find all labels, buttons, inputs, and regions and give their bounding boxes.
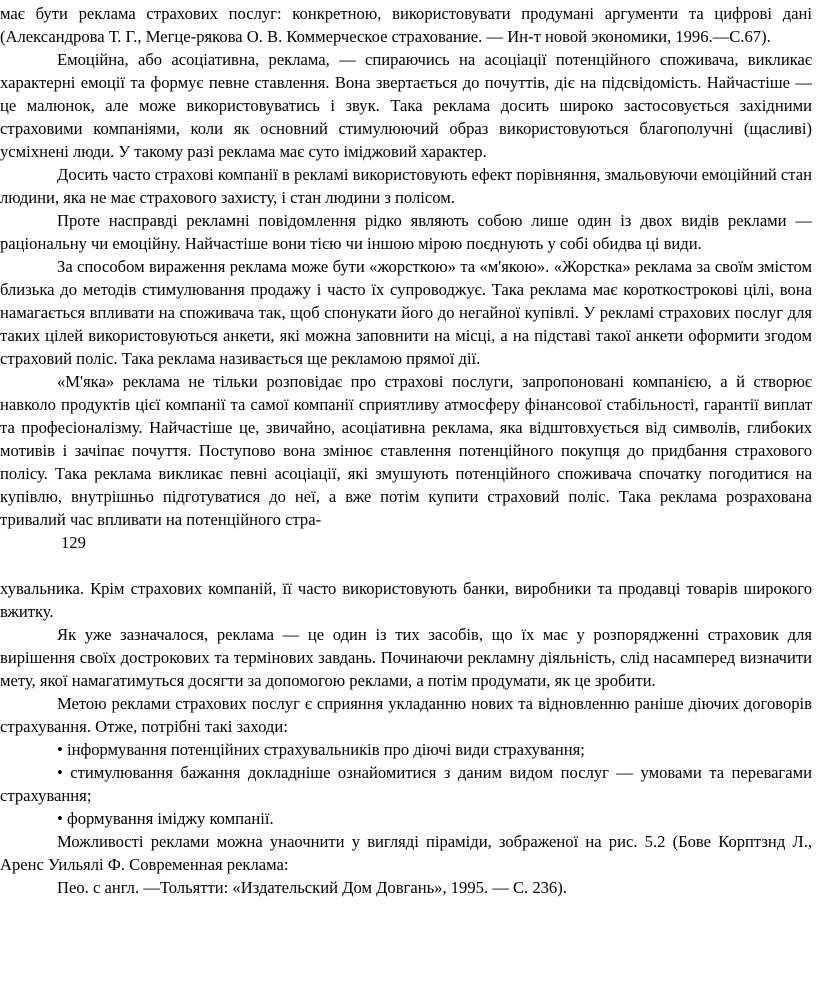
paragraph: За способом вираження реклама може бути «жорсткою» та «м'якою». «Жорстка» реклама за своїм змістом близька до методів стимулювання продажу і часто їх супроводжує. Така реклама має короткострокові цілі, вона намагається впливати на споживача так, щоб спонукати його до негайної купівлі. У рекламі страхових послуг для таких цілей використовуються анкети, які можна заповнити на місці, а на підставі такої анкети оформити згодом страховий поліс. Така реклама називається ще рекламою прямої дії. <box>0 257 812 368</box>
paragraph: має бути реклама страхових послуг: конкретною, використовувати продумані аргументи та цифрові дані (Александрова Т. Г., Мегце-рякова О. В. Коммерческое страхование. — Ин-т новой экономики, 1996.—С.67). <box>0 4 812 46</box>
paragraph: Проте насправді рекламні повідомлення рідко являють собою лише один із двох видів реклами — раціональну чи емоційну. Найчастіше вони тією чи іншою мірою поєднують у собі обидва ці види. <box>0 211 812 253</box>
page-break <box>0 554 812 577</box>
bullet-item: • формування іміджу компанії. <box>57 809 274 828</box>
paragraph: Як уже зазначалося, реклама — це один із тих засобів, що їх має у розпорядженні страховик для вирішення своїх дострокових та термінових завдань. Починаючи рекламну діяльність, слід насамперед визначити мету, якої намагатимуться досягти за допомогою реклами, а потім продумати, як це зробити. <box>0 625 812 690</box>
paragraph: Метою реклами страхових послуг є сприяння укладанню нових та відновленню раніше діючих договорів страхування. Отже, потрібні такі заходи: <box>0 694 812 736</box>
paragraph: «М'яка» реклама не тільки розповідає про страхові послуги, запропоновані компанією, а й створює навколо продуктів цієї компанії та самої компанії сприятливу атмосферу фінансової стабільності, гарантії виплат та професіоналізму. Найчастіше це, звичайно, асоціативна реклама, яка відштовхується від символів, глибоких мотивів і зачіпає почуття. Поступово вона змінює ставлення потенційного покупця до придбання страхового полісу. Така реклама викликає певні асоціації, які змушують потенційного споживача спочатку погодитися на купівлю, внутрішньо підготуватися до неї, а вже потім купити страховий поліс. Така реклама розрахована тривалий час впливати на потенційного стра- <box>0 372 812 529</box>
paragraph: Пео. с англ. —Тольятти: «Издательский Дом Довгань», 1995. — С. 236). <box>57 878 567 897</box>
paragraph: хувальника. Крім страхових компаній, її часто використовують банки, виробники та продавці товарів широкого вжитку. <box>0 579 812 621</box>
text-block-top <box>0 2 812 531</box>
bullet-item: • інформування потенційних страхувальників про діючі види страхування; <box>57 740 585 759</box>
paragraph: Досить часто страхові компанії в рекламі використовують ефект порівняння, змальовуючи емоційний стан людини, яка не має страхового захисту, і стан людини з полісом. <box>0 165 812 207</box>
paragraph: Можливості реклами можна унаочнити у вигляді піраміди, зображеної на рис. 5.2 (Бове Корптзнд Л., Аренс Уильялі Ф. Современная реклама: <box>0 832 812 874</box>
text-block-bottom <box>0 577 812 899</box>
paragraph: Емоційна, або асоціативна, реклама, — спираючись на асоціації потенційного споживача, викликає характерні емоції та формує певне ставлення. Вона звертається до почуттів, діє на підсвідомість. Найчастіше — це малюнок, але може використовуватись і звук. Така реклама досить широко застосовується західними страховими компаніями, коли як основний стимулюючий образ використовуються благополучні (щасливі) усміхнені люди. У такому разі реклама має суто іміджовий характер. <box>0 50 812 161</box>
bullet-item: • стимулювання бажання докладніше ознайомитися з даним видом послуг — умовами та перевагами страхування; <box>0 763 812 805</box>
page-number: 129 <box>61 533 86 552</box>
